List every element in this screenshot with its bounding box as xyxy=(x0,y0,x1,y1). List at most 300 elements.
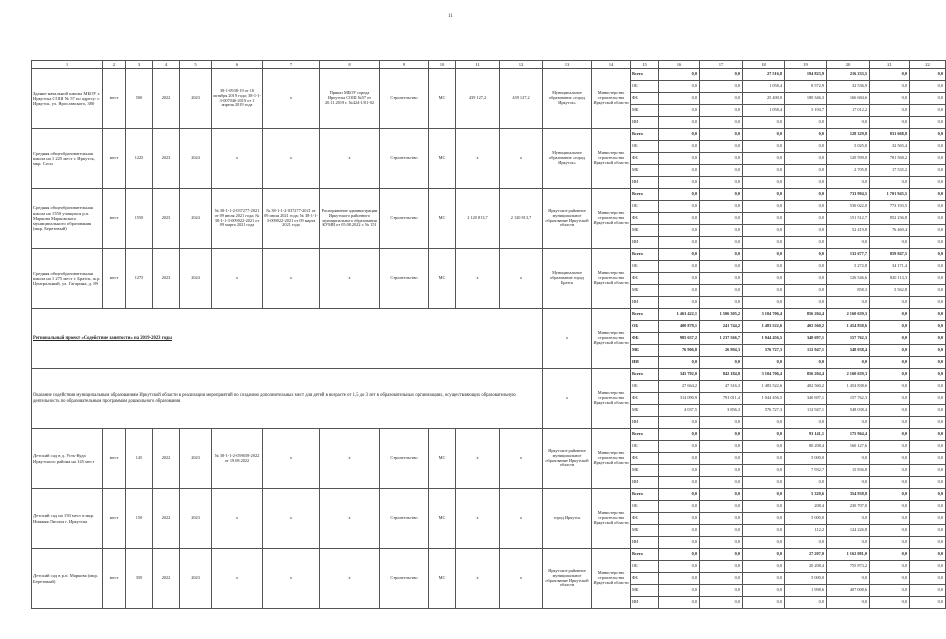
object-name: Здание начальной школы МБОУ г. Иркутска СОШ № 57 по адресу: г. Иркутск, ул. Ярославского, 380 xyxy=(32,69,103,129)
amount-cell: 0,0 xyxy=(910,573,946,585)
header-cell: 15 xyxy=(631,61,659,69)
object-cell: х xyxy=(500,489,543,549)
amount-cell: 0,0 xyxy=(910,393,946,405)
amount-cell: 0,0 xyxy=(910,273,946,285)
amount-cell: 0,0 xyxy=(700,537,743,549)
amount-cell: 0,0 xyxy=(700,453,743,465)
amount-cell: 0,0 xyxy=(910,93,946,105)
amount-cell: 0,0 xyxy=(870,321,910,333)
amount-cell: 733 994,5 xyxy=(827,189,870,201)
amount-cell: 530 022,0 xyxy=(827,201,870,213)
object-cell: мест xyxy=(103,249,126,309)
object-cell: Министерство строительства Иркутской области xyxy=(592,429,631,489)
object-cell: Строительство xyxy=(380,249,429,309)
amount-cell: 0,0 xyxy=(870,597,910,609)
amount-cell: 859 847,5 xyxy=(870,249,910,261)
amount-cell: 0,0 xyxy=(700,597,743,609)
amount-cell: 0,0 xyxy=(870,585,910,597)
object-cell: 2024 xyxy=(180,129,212,189)
amount-cell: 208,4 xyxy=(785,501,827,513)
amount-cell: 0,0 xyxy=(827,417,870,429)
source-label: ИИ xyxy=(631,597,659,609)
amount-cell: 0,0 xyxy=(700,201,743,213)
object-cell: Министерство строительства Иркутской области xyxy=(592,189,631,249)
amount-cell: 0,0 xyxy=(785,285,827,297)
amount-cell: 314 090,9 xyxy=(659,393,700,405)
amount-cell: 0,0 xyxy=(785,213,827,225)
object-cell: Строительство xyxy=(380,489,429,549)
amount-cell: 128 329,8 xyxy=(827,129,870,141)
source-label: МБ xyxy=(631,465,659,477)
amount-cell: 0,0 xyxy=(910,477,946,489)
object-cell: х xyxy=(500,429,543,489)
table-row xyxy=(32,549,946,561)
object-cell: Муниципальное образование город Братск xyxy=(543,249,592,309)
object-cell: Строительство xyxy=(380,69,429,129)
amount-cell: 0,0 xyxy=(910,213,946,225)
amount-cell: 0,0 xyxy=(700,81,743,93)
object-cell: 2022 xyxy=(153,489,180,549)
header-cell: 11 xyxy=(456,61,500,69)
amount-cell: 0,0 xyxy=(743,261,785,273)
table-body xyxy=(32,61,946,609)
object-cell: х xyxy=(320,249,380,309)
amount-cell: 0,0 xyxy=(910,285,946,297)
amount-cell: 0,0 xyxy=(743,153,785,165)
object-cell: МС xyxy=(429,549,456,609)
amount-cell: 0,0 xyxy=(870,105,910,117)
object-cell: х xyxy=(456,249,500,309)
amount-cell: 856 204,4 xyxy=(785,309,827,321)
source-label: МБ xyxy=(631,105,659,117)
object-cell: 2 120 813,7 xyxy=(456,189,500,249)
amount-cell: 0,0 xyxy=(743,117,785,129)
amount-cell: 0,0 xyxy=(659,465,700,477)
source-label: ИИ xyxy=(631,477,659,489)
object-cell: х xyxy=(263,129,320,189)
amount-cell: 0,0 xyxy=(700,141,743,153)
object-cell: Муниципальное образование «город Иркутск» xyxy=(543,69,592,129)
source-label: Всего xyxy=(631,69,659,81)
amount-cell: 0,0 xyxy=(659,105,700,117)
source-label: ИИ xyxy=(631,297,659,309)
amount-cell: 0,0 xyxy=(870,537,910,549)
object-cell: Иркутское районное муниципальное образование Иркутской области xyxy=(543,549,592,609)
amount-cell: 0,0 xyxy=(870,345,910,357)
amount-cell: 0,0 xyxy=(910,177,946,189)
header-cell: 1 xyxy=(32,61,103,69)
source-label: ФБ xyxy=(631,93,659,105)
object-cell: Министерство строительства Иркутской области xyxy=(592,249,631,309)
table-row xyxy=(32,429,946,441)
amount-cell: 0,0 xyxy=(910,525,946,537)
section-title xyxy=(32,369,543,429)
source-label: ИИ xyxy=(631,117,659,129)
object-cell: х xyxy=(500,549,543,609)
source-label: ОБ xyxy=(631,501,659,513)
source-label: МБ xyxy=(631,525,659,537)
amount-cell: 0,0 xyxy=(743,525,785,537)
amount-cell: 0,0 xyxy=(659,537,700,549)
amount-cell: 0,0 xyxy=(743,297,785,309)
amount-cell: 0,0 xyxy=(870,441,910,453)
source-label: ФБ xyxy=(631,393,659,405)
table-row xyxy=(32,129,946,141)
amount-cell: 17 535,2 xyxy=(870,165,910,177)
source-label: ФБ xyxy=(631,513,659,525)
amount-cell: 93 141,1 xyxy=(785,429,827,441)
source-label: ФБ xyxy=(631,453,659,465)
amount-cell: 0,0 xyxy=(827,573,870,585)
amount-cell: 0,0 xyxy=(743,573,785,585)
amount-cell: 0,0 xyxy=(743,189,785,201)
amount-cell: 0,0 xyxy=(659,117,700,129)
amount-cell: 0,0 xyxy=(910,249,946,261)
amount-cell: 166 684,6 xyxy=(827,93,870,105)
object-cell: 2023 xyxy=(180,489,212,549)
amount-cell: 76 469,4 xyxy=(870,225,910,237)
source-label: ИИ xyxy=(631,237,659,249)
amount-cell: 0,0 xyxy=(700,297,743,309)
source-label: ФБ xyxy=(631,273,659,285)
source-label: ОБ xyxy=(631,201,659,213)
header-row xyxy=(32,61,946,69)
amount-cell: 0,0 xyxy=(743,237,785,249)
section-title xyxy=(32,309,543,369)
amount-cell: 0,0 xyxy=(659,177,700,189)
amount-cell: 0,0 xyxy=(785,261,827,273)
amount-cell: 0,0 xyxy=(870,561,910,573)
amount-cell: 0,0 xyxy=(659,573,700,585)
amount-cell: 0,0 xyxy=(700,153,743,165)
header-cell: 19 xyxy=(785,61,827,69)
source-label: ИИ xyxy=(631,357,659,369)
source-label: Всего xyxy=(631,129,659,141)
amount-cell: 0,0 xyxy=(743,249,785,261)
amount-cell: 0,0 xyxy=(785,141,827,153)
amount-cell: 0,0 xyxy=(700,465,743,477)
source-label: МБ xyxy=(631,345,659,357)
amount-cell: 0,0 xyxy=(870,477,910,489)
amount-cell: 0,0 xyxy=(743,477,785,489)
amount-cell: 0,0 xyxy=(910,309,946,321)
source-label: Всего xyxy=(631,549,659,561)
object-cell: х xyxy=(263,549,320,609)
amount-cell: 0,0 xyxy=(910,369,946,381)
amount-cell: 773 193,5 xyxy=(870,201,910,213)
header-cell: 3 xyxy=(126,61,153,69)
amount-cell: 157 762,3 xyxy=(827,333,870,345)
amount-cell: 0,0 xyxy=(785,249,827,261)
amount-cell: 8 572,9 xyxy=(785,81,827,93)
amount-cell: 1 454 838,6 xyxy=(827,381,870,393)
amount-cell: 0,0 xyxy=(700,477,743,489)
header-cell: 16 xyxy=(659,61,700,69)
amount-cell: 0,0 xyxy=(700,417,743,429)
amount-cell: 1 701 945,5 xyxy=(870,189,910,201)
source-label: ОБ xyxy=(631,141,659,153)
object-cell: 1225 xyxy=(126,129,153,189)
source-label: ОБ xyxy=(631,81,659,93)
object-cell: х xyxy=(456,489,500,549)
amount-cell: 0,0 xyxy=(659,225,700,237)
amount-cell: 5 194,7 xyxy=(785,105,827,117)
amount-cell: 27 664,2 xyxy=(659,381,700,393)
amount-cell: 0,0 xyxy=(785,537,827,549)
amount-cell: 856 204,4 xyxy=(785,369,827,381)
amount-cell: 0,0 xyxy=(700,525,743,537)
amount-cell: 0,0 xyxy=(870,501,910,513)
amount-cell: 151 512,7 xyxy=(827,213,870,225)
amount-cell: 194 823,9 xyxy=(785,69,827,81)
amount-cell: 0,0 xyxy=(700,165,743,177)
amount-cell: 0,0 xyxy=(785,153,827,165)
object-cell: х xyxy=(263,429,320,489)
object-cell: мест xyxy=(103,129,126,189)
amount-cell: 0,0 xyxy=(659,489,700,501)
amount-cell: 0,0 xyxy=(700,357,743,369)
header-cell: 17 xyxy=(700,61,743,69)
amount-cell: 0,0 xyxy=(743,501,785,513)
object-cell: город Иркутск xyxy=(543,489,592,549)
object-cell: х xyxy=(456,129,500,189)
object-cell: 2022 xyxy=(153,69,180,129)
amount-cell: 0,0 xyxy=(659,273,700,285)
amount-cell: 0,0 xyxy=(870,177,910,189)
object-cell: 350 xyxy=(126,549,153,609)
object-cell: МС xyxy=(429,189,456,249)
header-cell: 13 xyxy=(543,61,592,69)
table-row xyxy=(32,249,946,261)
amount-cell: 0,0 xyxy=(785,177,827,189)
amount-cell: 0,0 xyxy=(700,117,743,129)
amount-cell: 0,0 xyxy=(659,525,700,537)
amount-cell: 1 162 081,0 xyxy=(827,549,870,561)
amount-cell: 0,0 xyxy=(743,357,785,369)
amount-cell: 0,0 xyxy=(785,117,827,129)
amount-cell: 0,0 xyxy=(659,189,700,201)
amount-cell: 0,0 xyxy=(743,465,785,477)
amount-cell: 0,0 xyxy=(910,429,946,441)
amount-cell: 112 947,1 xyxy=(785,405,827,417)
amount-cell: 1 506 305,2 xyxy=(700,309,743,321)
header-cell: 6 xyxy=(212,61,263,69)
object-cell: Строительство xyxy=(380,129,429,189)
amount-cell: 4 037,5 xyxy=(659,405,700,417)
amount-cell: 34 171,4 xyxy=(870,261,910,273)
amount-cell: 0,0 xyxy=(659,513,700,525)
amount-cell: 241 744,2 xyxy=(700,321,743,333)
amount-cell: 5 272,8 xyxy=(827,261,870,273)
amount-cell: 0,0 xyxy=(700,177,743,189)
object-cell: х xyxy=(500,129,543,189)
amount-cell: 1 058,4 xyxy=(743,81,785,93)
amount-cell: 0,0 xyxy=(659,585,700,597)
amount-cell: 858,3 xyxy=(827,285,870,297)
amount-cell: 0,0 xyxy=(910,597,946,609)
amount-cell: 985 637,2 xyxy=(659,333,700,345)
amount-cell: 1 044 456,5 xyxy=(743,393,785,405)
amount-cell: 0,0 xyxy=(743,417,785,429)
object-cell: Строительство xyxy=(380,549,429,609)
amount-cell: 0,0 xyxy=(659,129,700,141)
object-cell: Министерство строительства Иркутской области xyxy=(592,489,631,549)
object-cell: 1550 xyxy=(126,189,153,249)
amount-cell: 755 873,2 xyxy=(827,561,870,573)
amount-cell: 0,0 xyxy=(659,153,700,165)
header-cell: 7 xyxy=(263,61,320,69)
source-label: ОБ xyxy=(631,561,659,573)
object-cell: Министерство строительства Иркутской области xyxy=(592,129,631,189)
source-label: ОБ xyxy=(631,321,659,333)
amount-cell: 0,0 xyxy=(700,213,743,225)
amount-cell: 0,0 xyxy=(700,249,743,261)
object-cell: Министерство строительства Иркутской области xyxy=(592,549,631,609)
amount-cell: 0,0 xyxy=(910,513,946,525)
amount-cell: 32 565,4 xyxy=(870,141,910,153)
amount-cell: 0,0 xyxy=(870,465,910,477)
amount-cell: 402 560,2 xyxy=(785,321,827,333)
source-label: Всего xyxy=(631,249,659,261)
source-label: ИИ xyxy=(631,537,659,549)
object-cell: х xyxy=(456,429,500,489)
object-cell: 2022 xyxy=(153,549,180,609)
amount-cell: 400 878,1 xyxy=(659,321,700,333)
amount-cell: 407 008,6 xyxy=(827,585,870,597)
amount-cell: 175 964,4 xyxy=(827,429,870,441)
amount-cell: 0,0 xyxy=(743,129,785,141)
amount-cell: 0,0 xyxy=(743,429,785,441)
amount-cell: 5 000,0 xyxy=(785,453,827,465)
amount-cell: 15 836,8 xyxy=(827,465,870,477)
amount-cell: 831 668,8 xyxy=(870,129,910,141)
object-cell: х xyxy=(263,249,320,309)
object-cell: х xyxy=(320,129,380,189)
amount-cell: 0,0 xyxy=(743,285,785,297)
amount-cell: 2 160 639,3 xyxy=(827,369,870,381)
amount-cell: 76 906,8 xyxy=(659,345,700,357)
header-cell: 12 xyxy=(500,61,543,69)
object-cell: 2023 xyxy=(153,129,180,189)
amount-cell: 5 000,0 xyxy=(785,573,827,585)
amount-cell: 3 104 706,4 xyxy=(743,309,785,321)
amount-cell: 576 727,3 xyxy=(743,345,785,357)
amount-cell: 0,0 xyxy=(870,117,910,129)
object-name: Детский сад на 150 мест в мкр. Нижняя Лисиха г. Иркутска xyxy=(32,489,103,549)
amount-cell: 0,0 xyxy=(870,381,910,393)
amount-cell: 0,0 xyxy=(785,165,827,177)
amount-cell: 0,0 xyxy=(870,393,910,405)
amount-cell: 2 705,8 xyxy=(827,165,870,177)
page-number: 11 xyxy=(448,14,453,19)
amount-cell: 0,0 xyxy=(659,357,700,369)
amount-cell: 0,0 xyxy=(700,237,743,249)
amount-cell: 0,0 xyxy=(743,513,785,525)
amount-cell: 0,0 xyxy=(910,561,946,573)
amount-cell: 112,2 xyxy=(785,525,827,537)
source-label: ОБ xyxy=(631,441,659,453)
object-cell: 500 xyxy=(126,69,153,129)
amount-cell: 0,0 xyxy=(700,189,743,201)
amount-cell: 0,0 xyxy=(700,285,743,297)
amount-cell: 0,0 xyxy=(659,201,700,213)
amount-cell: 0,0 xyxy=(910,105,946,117)
table-row xyxy=(32,489,946,501)
amount-cell: 0,0 xyxy=(785,417,827,429)
amount-cell: 112 947,1 xyxy=(785,345,827,357)
amount-cell: 0,0 xyxy=(743,597,785,609)
amount-cell: 0,0 xyxy=(659,597,700,609)
amount-cell: 0,0 xyxy=(743,453,785,465)
object-cell: Строительство xyxy=(380,189,429,249)
amount-cell: 0,0 xyxy=(910,345,946,357)
amount-cell: 157 762,3 xyxy=(827,393,870,405)
source-label: ФБ xyxy=(631,153,659,165)
object-cell: Министерство строительства Иркутской области xyxy=(592,69,631,129)
amount-cell: 0,0 xyxy=(870,573,910,585)
source-label: МБ xyxy=(631,285,659,297)
source-label: МБ xyxy=(631,585,659,597)
amount-cell: 0,0 xyxy=(910,261,946,273)
amount-cell: 0,0 xyxy=(785,297,827,309)
header-cell: 14 xyxy=(592,61,631,69)
amount-cell: 20 208,4 xyxy=(785,561,827,573)
amount-cell: 25 400,0 xyxy=(743,93,785,105)
amount-cell: 0,0 xyxy=(870,357,910,369)
amount-cell: 0,0 xyxy=(870,525,910,537)
amount-cell: 0,0 xyxy=(743,141,785,153)
source-label: Всего xyxy=(631,429,659,441)
source-label: ФБ xyxy=(631,573,659,585)
amount-cell: 0,0 xyxy=(910,381,946,393)
amount-cell: 0,0 xyxy=(700,441,743,453)
amount-cell: 0,0 xyxy=(910,549,946,561)
amount-cell: 0,0 xyxy=(785,225,827,237)
amount-cell: 0,0 xyxy=(700,429,743,441)
header-cell: 8 xyxy=(320,61,380,69)
source-label: МБ xyxy=(631,165,659,177)
source-label: Всего xyxy=(631,309,659,321)
object-cell: х xyxy=(320,549,380,609)
source-label: ФБ xyxy=(631,213,659,225)
amount-cell: 0,0 xyxy=(785,357,827,369)
object-cell: 2023 xyxy=(153,249,180,309)
amount-cell: 0,0 xyxy=(659,237,700,249)
amount-cell: 52 419,8 xyxy=(827,225,870,237)
object-cell: 145 xyxy=(126,429,153,489)
amount-cell: 576 727,3 xyxy=(743,405,785,417)
object-cell: Строительство xyxy=(380,429,429,489)
amount-cell: 27 516,8 xyxy=(743,69,785,81)
source-label: ИИ xyxy=(631,417,659,429)
source-label: Всего xyxy=(631,369,659,381)
amount-cell: 0,0 xyxy=(870,489,910,501)
amount-cell: 0,0 xyxy=(827,453,870,465)
amount-cell: 0,0 xyxy=(870,297,910,309)
amount-cell: 0,0 xyxy=(700,69,743,81)
amount-cell: 0,0 xyxy=(910,165,946,177)
amount-cell: 124 226,8 xyxy=(827,525,870,537)
amount-cell: 0,0 xyxy=(743,177,785,189)
object-cell: мест xyxy=(103,489,126,549)
table-row xyxy=(32,309,946,321)
object-name: Детский сад в р.п. Маркова (мкр. Березовый) xyxy=(32,549,103,609)
amount-cell: 0,0 xyxy=(910,357,946,369)
amount-cell: 0,0 xyxy=(700,513,743,525)
amount-cell: 0,0 xyxy=(785,477,827,489)
source-label: ФБ xyxy=(631,333,659,345)
section-marker: х xyxy=(543,369,592,429)
